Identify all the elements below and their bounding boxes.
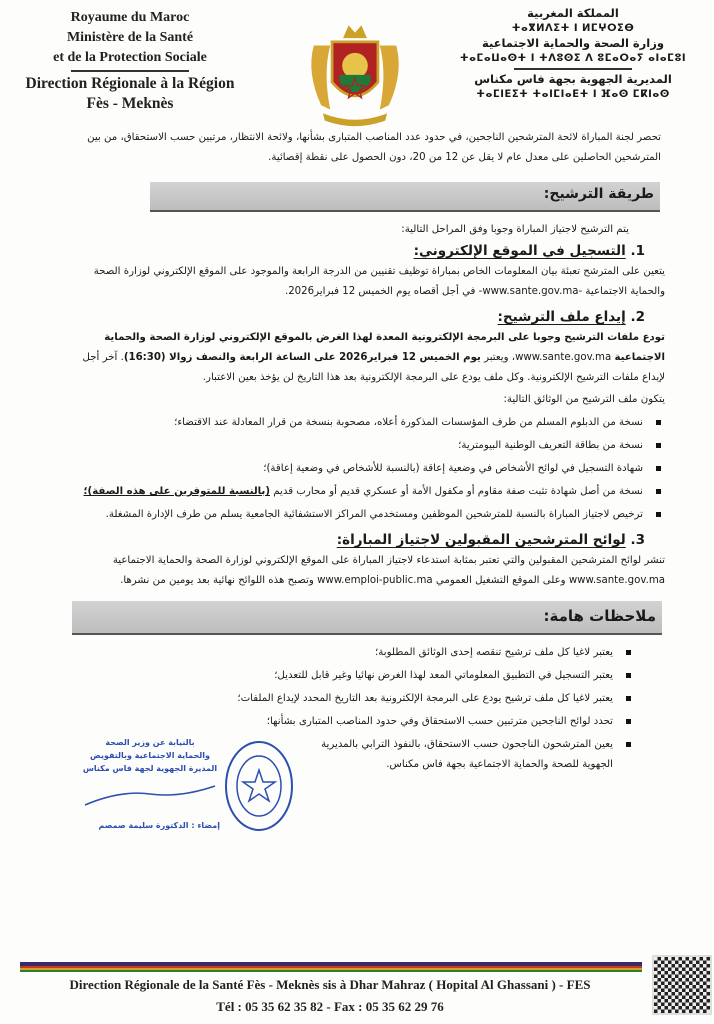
step2-heading: 2. إيداع ملف الترشيح: [497, 309, 645, 325]
documents-list [60, 413, 665, 525]
intro-paragraph: تحصر لجنة المباراة لائحة المترشحين الناجحين، في حدود عدد المناصب المتبارى بشأنها، ولائحة الانتظار، مرتبين حسب الاستحقاق، من بين المترشحين الحاصلين على معدل عام لا يقل عن 12 من 20، دون الحصول على نقطة إقصائية. [87, 132, 661, 163]
header-ministry-ar: وزارة الصحة والحماية الاجتماعية [481, 36, 665, 50]
header-kingdom-tifinagh: ⵜⴰⴳⵍⴷⵉⵜ ⵏ ⵍⵎⵖⵔⵉⴱ [511, 23, 635, 34]
header-kingdom-fr: Royaume du Maroc [70, 10, 190, 25]
list-item: يعتبر لاغيا كل ملف ترشيح يودع على البرمجة الإلكترونية بعد التاريخ المحدد لإيداع الملفات؛ [60, 689, 635, 709]
header-direction-ar: المديرية الجهوية بجهة فاس مكناس [474, 71, 672, 86]
list-item: يعين المترشحون الناجحون حسب الاستحقاق، بالنفوذ الترابي بالمديرية الجهوية للصحة والحماية الاجتماعية بجهة فاس مكناس. [60, 735, 635, 775]
list-item: يعتبر لاغيا كل ملف ترشيح تنقصه إحدى الوثائق المطلوبة؛ [60, 643, 635, 663]
header-kingdom-ar: المملكة المغربية [527, 6, 619, 20]
header-ministry-tifinagh: ⵜⴰⵎⴰⵡⴰⵙⵜ ⵏ ⵜⴷⵓⵙⵉ ⴷ ⵓⵎⴰⵔⴰⵢ ⴰⵏⴰⵎⵓⵏ [459, 53, 687, 64]
signature-block: بالنيابة عن وزير الصحة والحماية الاجتماعية وبالتفويض المديرة الجهوية لجهة فاس مكناس [82, 738, 218, 773]
divider [514, 68, 632, 70]
list-item: يعتبر التسجيل في التطبيق المعلوماتي المعد لهذا الغرض نهائيا وغير قابل للتعديل؛ [60, 666, 635, 686]
list-item: نسخة من بطاقة التعريف الوطنية البيومترية؛ [60, 436, 665, 456]
french-header [10, 8, 250, 114]
step3-text: تنشر لوائح المترشحين المقبولين والتي تعتبر بمثابة استدعاء لاجتياز المباراة على الموقع الإلكتروني لوزارة الصحة والحماية الاجتماعية www.sante.gov.ma وعلى الموقع التشغيل العمومي www.emploi-public.ma وتصبح هذه اللوائح نهائية بعد يومين من نشرها. [112, 555, 665, 586]
section-band-candidacy [150, 182, 660, 212]
header-ministry-fr: Ministère de la Santé [66, 30, 194, 45]
section-title-candidacy: طريقة الترشيح: [543, 186, 654, 202]
step2-text: تودع ملفات الترشيح وجوبا على البرمجة الإلكترونية المعدة لهذا الغرض بالموقع الإلكتروني لوزارة الصحة والحماية الاجتماعية www.sante.gov.ma، ويعتبر يوم الخميس 12 فبراير2026 على الساعة الرابعة والنصف زوالا (16:30). آخر أجل لإيداع ملفات الترشيح الإلكترونية. وكل ملف يودع على البرمجة الإلكترونية بعد هذا التاريخ لن يؤخذ بعين الاعتبار. [82, 332, 665, 383]
divider [71, 70, 189, 72]
handwritten-signature [80, 780, 220, 810]
step3-heading: 3. لوائح المترشحين المقبولين لاجتياز المباراة: [336, 532, 645, 548]
footer-stripes [20, 962, 642, 972]
list-item: تحدد لوائح الناجحين مترتبين حسب الاستحقاق وفي حدود المناصب المتبارى بشأنها؛ [60, 712, 635, 732]
arabic-header [448, 6, 698, 102]
list-item: نسخة من أصل شهادة تثبت صفة مقاوم أو مكفول الأمة أو عسكري قديم أو محارب قديم (بالنسبة للمتوفرين على هذه الصفة)؛ [60, 482, 665, 502]
documents-lead: يتكون ملف الترشيح من الوثائق التالية: [503, 394, 665, 405]
list-item: ترخيص لاجتياز المباراة بالنسبة للمترشحين الموظفين ومستخدمي المراكز الاستشفائية الجامعية يسلم من طرف الإدارة المشغلة. [60, 505, 665, 525]
header-ministry-fr-2: et de la Protection Sociale [53, 50, 207, 65]
qr-code [652, 955, 712, 1015]
list-item: شهادة التسجيل في لوائح الأشخاص في وضعية إعاقة (بالنسبة للأشخاص في وضعية إعاقة)؛ [60, 459, 665, 479]
notes-list [60, 643, 665, 830]
header-direction-fr: Direction Régionale à la Région [25, 74, 235, 92]
candidacy-lead: يتم الترشيح لاجتياز المباراة وجوبا وفق المراحل التالية: [401, 224, 629, 235]
section-title-notes: ملاحظات هامة: [543, 607, 656, 625]
header-direction-tifinagh: ⵜⴰⵎⵏⴹⵉⵜ ⵜⴰⵏⵎⵏⴰⴹⵜ ⵏ ⴼⴰⵙ ⵎⴽⵏⴰⵙ [476, 88, 670, 100]
footer-contact: Tél : 05 35 62 35 82 - Fax : 05 35 62 29 76 [216, 999, 444, 1014]
section-band-notes [72, 601, 662, 635]
signatory-name: إمضاء : الدكتورة سليمة صمصم [98, 821, 220, 830]
header-region-fr: Fès - Meknès [86, 94, 174, 112]
step1-heading: 1. التسجيل في الموقع الإلكتروني: [413, 243, 645, 259]
footer-address: Direction Régionale de la Santé Fès - Meknès sis à Dhar Mahraz ( Hopital Al Ghassani ) - FES [69, 977, 591, 992]
moroccan-coat-of-arms-logo [300, 18, 410, 128]
list-item: نسخة من الدبلوم المسلم من طرف المؤسسات المذكورة أعلاه، مصحوبة بنسخة من قرار المعادلة عند الاقتضاء؛ [60, 413, 665, 433]
document-body [60, 128, 665, 840]
step1-text: يتعين على المترشح تعبئة بيان المعلومات الخاص بمباراة توظيف تقنيين من الدرجة الرابعة والموجود على الموقع الإلكتروني لوزارة الصحة والحماية الاجتماعية -www.sante.gov.ma- في أجل أقصاه يوم الخميس 12 فبراير2026. [93, 266, 665, 297]
